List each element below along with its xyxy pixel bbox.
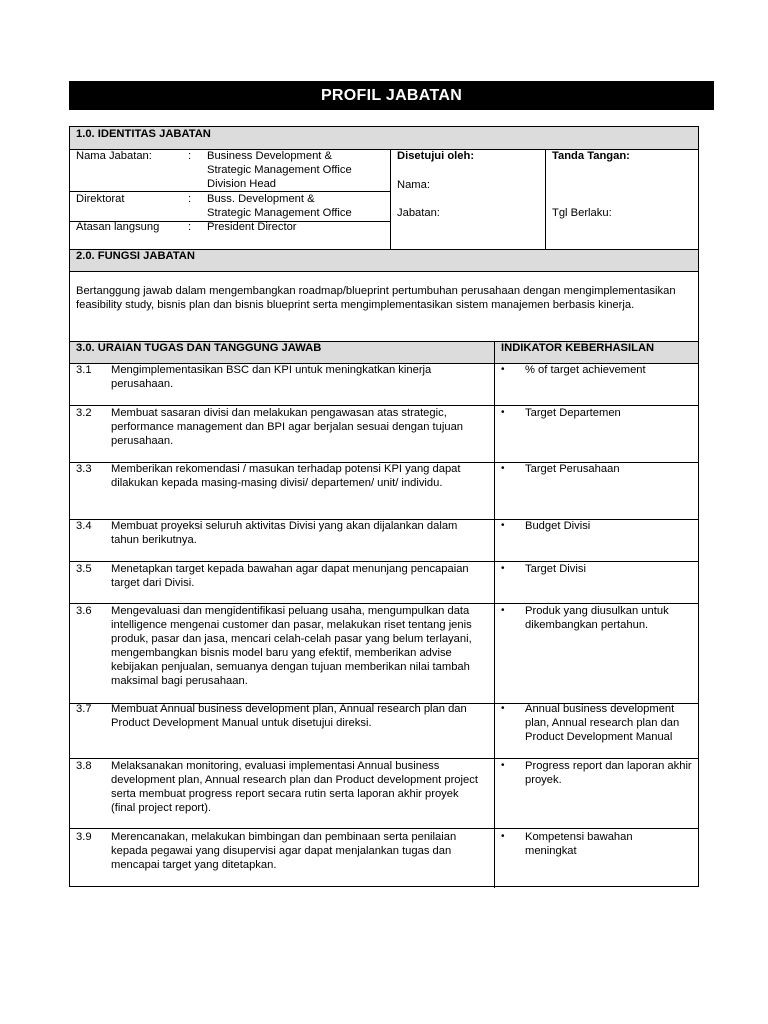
section-3-header: 3.0. URAIAN TUGAS DAN TANGGUNG JAWAB <box>76 342 322 354</box>
value-direktorat-line2: Strategic Management Office <box>207 207 352 219</box>
value-nama-jabatan-line1: Business Development & <box>207 150 332 162</box>
value-nama-jabatan-line2: Strategic Management Office <box>207 164 352 176</box>
task-number: 3.8 <box>76 760 92 772</box>
separator: : <box>188 150 192 162</box>
divider <box>545 149 546 249</box>
bullet-icon: • <box>501 364 505 375</box>
nama-label: Nama: <box>397 179 430 191</box>
bullet-icon: • <box>501 703 505 714</box>
indicator-text: Produk yang diusulkan untuk dikembangkan pertahun. <box>525 605 669 631</box>
bullet-icon: • <box>501 760 505 771</box>
job-profile-document <box>69 126 699 887</box>
task-text: Merencanakan, melakukan bimbingan dan pembinaan serta penilaian kepada pegawai yang disupervisi agar dapat menjalankan tugas dan mencapai target yang ditetapkan. <box>111 831 457 871</box>
disetujui-label: Disetujui oleh: <box>397 150 475 162</box>
fungsi-jabatan-text: Bertanggung jawab dalam mengembangkan roadmap/blueprint pertumbuhan perusahaan dengan mengimplementasikan feasibility study, bisnis plan dan bisnis blueprint serta mengimplementasikan sistem manajemen berbasis kinerja. <box>76 285 676 312</box>
task-number: 3.4 <box>76 520 92 532</box>
section-2-header: 2.0. FUNGSI JABATAN <box>76 250 195 262</box>
indicator-text: Kompetensi bawahan meningkat <box>525 831 633 857</box>
label-nama-jabatan: Nama Jabatan: <box>76 150 152 162</box>
section-1-header: 1.0. IDENTITAS JABATAN <box>76 128 211 140</box>
jabatan-label: Jabatan: <box>397 207 440 219</box>
task-text: Mengimplementasikan BSC dan KPI untuk meningkatkan kinerja perusahaan. <box>111 364 432 390</box>
value-direktorat-line1: Buss. Development & <box>207 193 315 205</box>
indicator-text: Target Departemen <box>525 407 621 419</box>
tgl-berlaku-label: Tgl Berlaku: <box>552 207 612 219</box>
bullet-icon: • <box>501 463 505 474</box>
value-atasan-langsung: President Director <box>207 221 297 233</box>
label-direktorat: Direktorat <box>76 193 125 205</box>
page-title: PROFIL JABATAN <box>69 81 714 110</box>
task-text: Menetapkan target kepada bawahan agar dapat menunjang pencapaian target dari Divisi. <box>111 563 469 589</box>
separator: : <box>188 221 192 233</box>
task-number: 3.2 <box>76 407 92 419</box>
indicator-text: Budget Divisi <box>525 520 591 532</box>
task-number: 3.5 <box>76 563 92 575</box>
label-atasan-langsung: Atasan langsung <box>76 221 160 233</box>
task-number: 3.3 <box>76 463 92 475</box>
task-text: Melaksanakan monitoring, evaluasi implementasi Annual business development plan, Annual research plan dan Product development project serta membuat progress report secara rutin serta laporan akhir proyek (final project report). <box>111 760 478 814</box>
task-number: 3.1 <box>76 364 92 376</box>
indicator-text: Target Divisi <box>525 563 586 575</box>
task-number: 3.9 <box>76 831 92 843</box>
bullet-icon: • <box>501 520 505 531</box>
indicator-text: Progress report dan laporan akhir proyek. <box>525 760 692 786</box>
bullet-icon: • <box>501 831 505 842</box>
divider <box>70 828 698 829</box>
task-text: Membuat Annual business development plan, Annual research plan dan Product Development Manual untuk disetujui direksi. <box>111 703 467 729</box>
bullet-icon: • <box>501 563 505 574</box>
column-divider <box>494 342 495 888</box>
bullet-icon: • <box>501 407 505 418</box>
indicator-text: % of target achievement <box>525 364 646 376</box>
bullet-icon: • <box>501 605 505 616</box>
divider <box>70 271 698 272</box>
task-text: Membuat proyeksi seluruh aktivitas Divisi yang akan dijalankan dalam tahun berikutnya. <box>111 520 458 546</box>
divider <box>390 149 391 249</box>
task-number: 3.7 <box>76 703 92 715</box>
tanda-tangan-label: Tanda Tangan: <box>552 150 630 162</box>
task-text: Memberikan rekomendasi / masukan terhadap potensi KPI yang dapat dilakukan kepada masing-masing divisi/ departemen/ unit/ individu. <box>111 463 461 489</box>
task-number: 3.6 <box>76 605 92 617</box>
indicator-header: INDIKATOR KEBERHASILAN <box>501 342 655 354</box>
task-text: Membuat sasaran divisi dan melakukan pengawasan atas strategic, performance management dan BPI agar berjalan sesuai dengan tujuan perusahaan. <box>111 407 464 447</box>
task-text: Mengevaluasi dan mengidentifikasi peluang usaha, mengumpulkan data intelligence mengenai customer dan pasar, melakukan riset tentang jenis produk, pasar dan jasa, mencari celah-celah pasar yang belum terlayani, mengembangkan bisnis model baru yang efektif, memberikan advise kebijakan penjualan, semuanya dengan tujuan memberikan nilai tambah maksimal bagi perusahaan. <box>111 605 472 687</box>
indicator-text: Target Perusahaan <box>525 463 620 475</box>
indicator-text: Annual business development plan, Annual research plan dan Product Development Manual <box>525 703 680 743</box>
separator: : <box>188 193 192 205</box>
value-nama-jabatan-line3: Division Head <box>207 178 277 190</box>
